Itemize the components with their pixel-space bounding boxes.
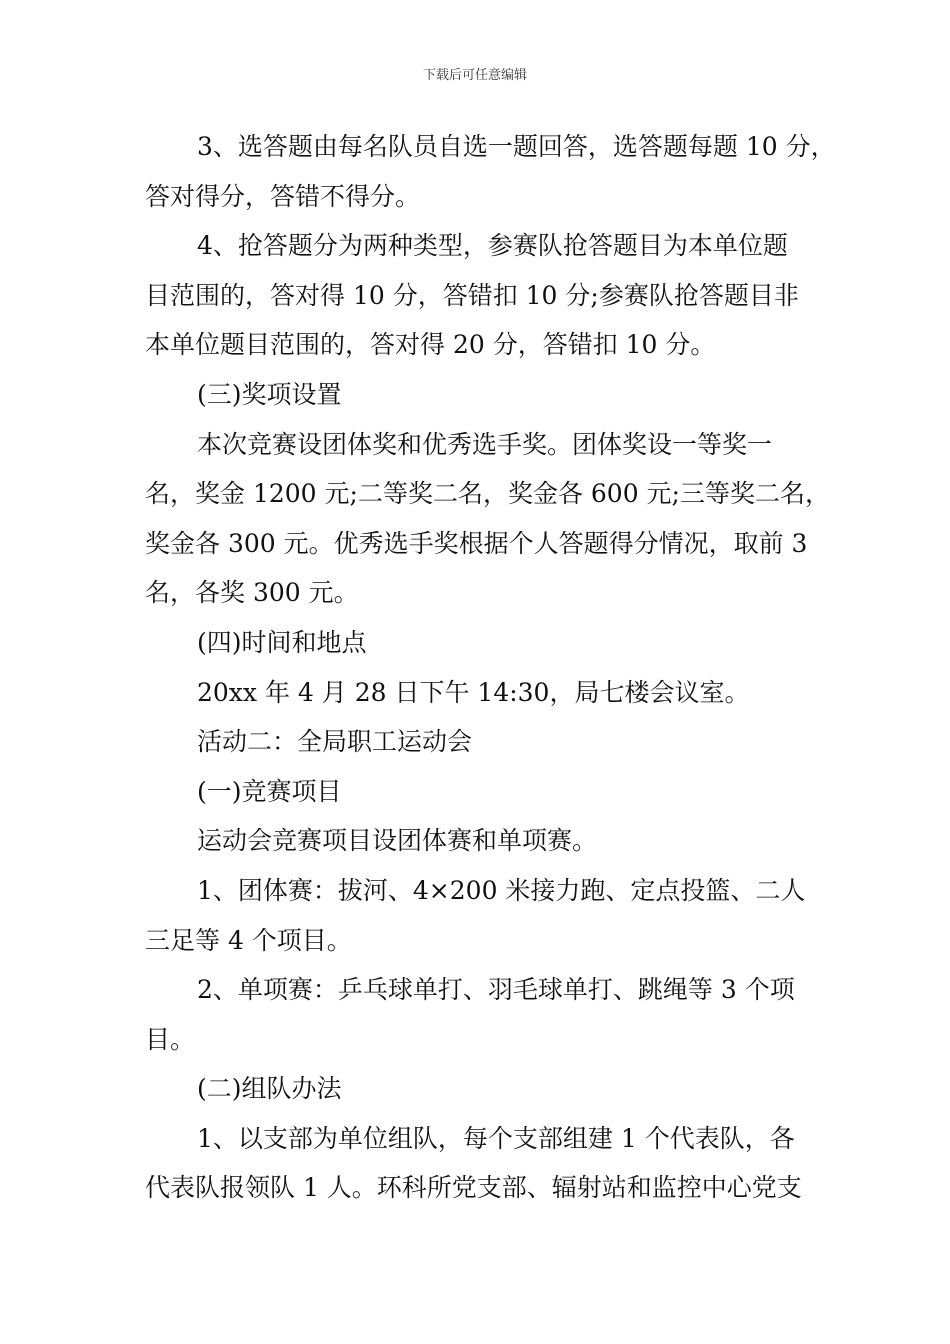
paragraph-line: 代表队报领队 1 人。环科所党支部、辐射站和监控中心党支 [145, 1173, 802, 1203]
paragraph-line: 运动会竞赛项目设团体赛和单项赛。 [197, 826, 598, 856]
paragraph-line: 20xx 年 4 月 28 日下午 14:30，局七楼会议室。 [197, 677, 750, 707]
section-heading: 活动二：全局职工运动会 [197, 727, 473, 757]
paragraph-line: 名，奖金 1200 元;二等奖二名，奖金各 600 元;三等奖二名， [145, 479, 830, 509]
paragraph-line: 奖金各 300 元。优秀选手奖根据个人答题得分情况，取前 3 [145, 528, 808, 558]
section-heading: (一)竞赛项目 [197, 776, 342, 806]
section-heading: (四)时间和地点 [197, 627, 367, 657]
page-header: 下载后可任意编辑 [422, 68, 527, 83]
section-heading: (三)奖项设置 [197, 379, 342, 409]
paragraph-line: 名，各奖 300 元。 [145, 578, 359, 608]
paragraph-line: 三足等 4 个项目。 [145, 925, 352, 955]
document-body [145, 122, 836, 1213]
paragraph-line: 3、选答题由每名队员自选一题回答，选答题每题 10 分， [197, 132, 836, 161]
paragraph-line: 1、团体赛：拔河、4×200 米接力跑、定点投篮、二人 [197, 875, 806, 905]
paragraph-line: 目。 [145, 1024, 196, 1054]
section-heading: (二)组队办法 [197, 1074, 342, 1104]
paragraph-line: 2、单项赛：乒乓球单打、羽毛球单打、跳绳等 3 个项 [197, 975, 795, 1005]
paragraph-line: 1、以支部为单位组队，每个支部组建 1 个代表队，各 [197, 1123, 795, 1153]
paragraph-line: 本次竞赛设团体奖和优秀选手奖。团体奖设一等奖一 [197, 429, 773, 459]
paragraph-line: 答对得分，答错不得分。 [145, 181, 421, 211]
paragraph-line: 目范围的，答对得 10 分，答错扣 10 分;参赛队抢答题目非 [145, 280, 799, 310]
paragraph-line: 4、抢答题分为两种类型，参赛队抢答题目为本单位题 [197, 231, 788, 261]
paragraph-line: 本单位题目范围的，答对得 20 分，答错扣 10 分。 [145, 330, 716, 360]
